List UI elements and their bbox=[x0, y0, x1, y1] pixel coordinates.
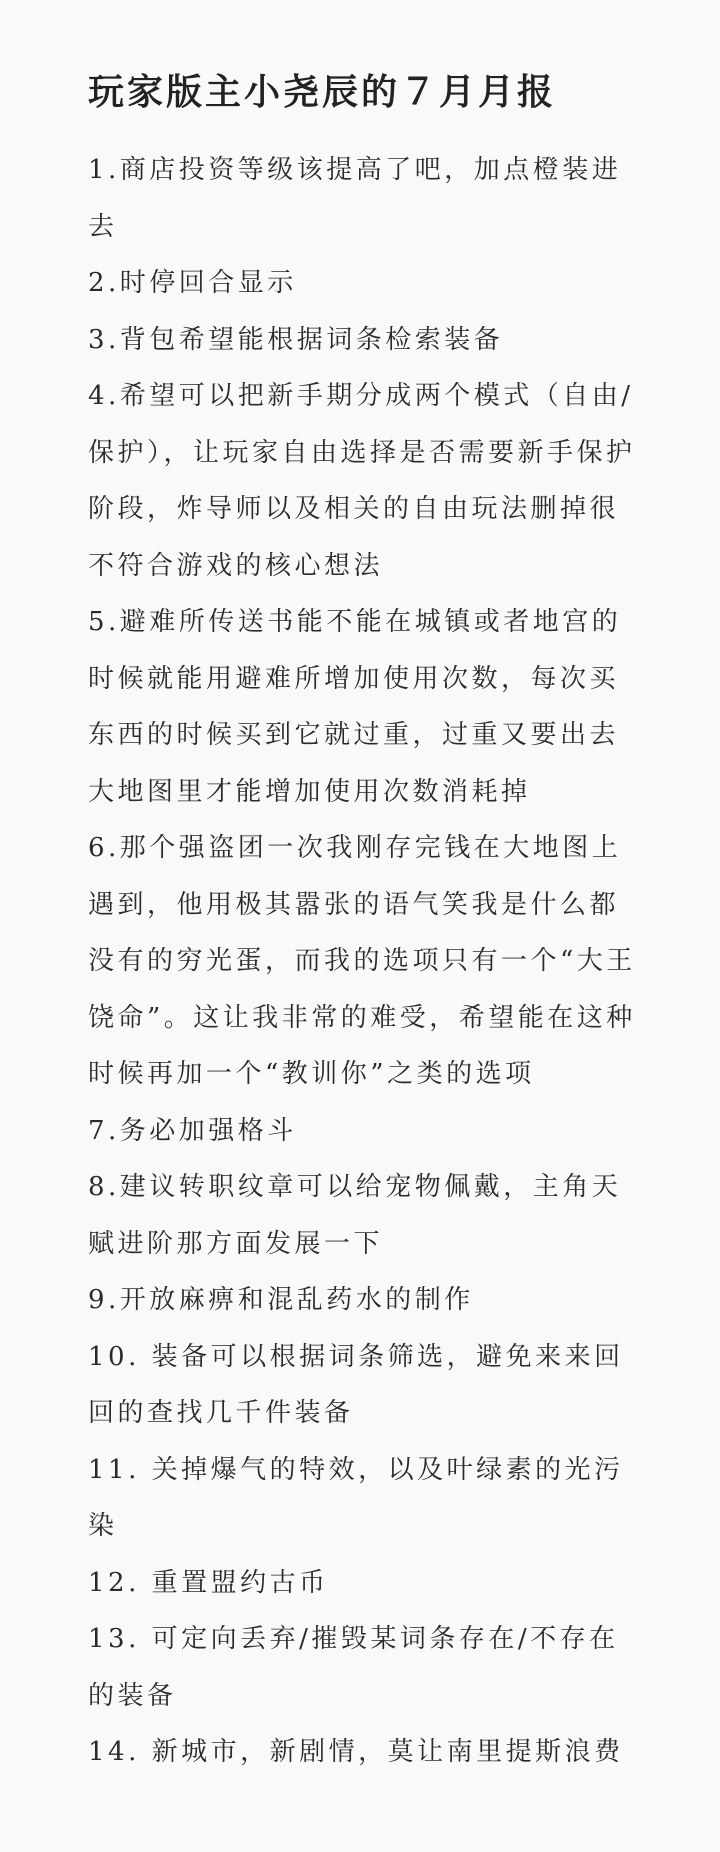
feedback-item-10: 10. 装备可以根据词条筛选，避免来来回回的查找几千件装备 bbox=[88, 1341, 624, 1428]
feedback-item-5: 5.避难所传送书能不能在城镇或者地宫的时候就能用避难所增加使用次数，每次买东西的时候买到它就过重，过重又要出去大地图里才能增加使用次数消耗掉 bbox=[88, 607, 622, 807]
feedback-item-8: 8.建议转职纹章可以给宠物佩戴，主角天赋进阶那方面发展一下 bbox=[88, 1172, 622, 1259]
feedback-item-13: 13. 可定向丢弃/摧毁某词条存在/不存在的装备 bbox=[88, 1624, 619, 1711]
page-title: 玩家版主小尧辰的７月月报 bbox=[88, 71, 557, 113]
feedback-item-4: 4.希望可以把新手期分成两个模式（自由/保护），让玩家自由选择是否需要新手保护阶段，炸导师以及相关的自由玩法删掉很不符合游戏的核心想法 bbox=[88, 381, 636, 581]
feedback-item-6: 6.那个强盗团一次我刚存完钱在大地图上遇到，他用极其嚣张的语气笑我是什么都没有的穷光蛋，而我的选项只有一个“大王饶命”。这让我非常的难受，希望能在这种时候再加一个“教训你”之类的选项 bbox=[88, 833, 636, 1089]
feedback-list bbox=[88, 142, 646, 1781]
feedback-item-14: 14. 新城市，新剧情，莫让南里提斯浪费 bbox=[88, 1737, 624, 1767]
feedback-item-7: 7.务必加强格斗 bbox=[88, 1115, 297, 1146]
feedback-item-11: 11. 关掉爆气的特效，以及叶绿素的光污染 bbox=[88, 1454, 624, 1541]
feedback-item-9: 9.开放麻痹和混乱药水的制作 bbox=[88, 1285, 474, 1315]
feedback-item-3: 3.背包希望能根据词条检索装备 bbox=[88, 324, 504, 355]
feedback-item-2: 2.时停回合显示 bbox=[88, 268, 297, 298]
feedback-item-1: 1.商店投资等级该提高了吧，加点橙装进去 bbox=[88, 155, 622, 242]
feedback-item-12: 12. 重置盟约古币 bbox=[88, 1567, 329, 1598]
